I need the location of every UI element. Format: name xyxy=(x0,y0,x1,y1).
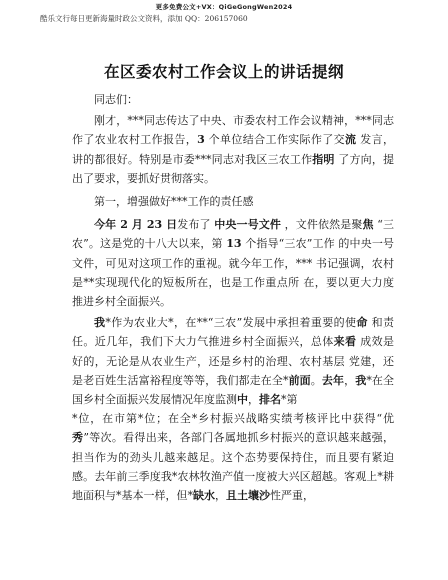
document-body xyxy=(72,90,394,505)
paragraph-intro: 刚才，***同志传达了中央、市委农村工作会议精神，***同志作了农业农村工作报告，3 个单位结合工作实际作了交流 发言，讲的都很好。特别是市委***同志对我区三农工作指明 了方向，提出了要求，要抓好贯彻落实。 xyxy=(72,114,395,185)
paragraph-ranking: *位，在市第*位；在全*乡村振兴战略实绩考核评比中获得“优秀”等次。看得出来，各部门各属地抓乡村振兴的意识越来越强，担当作为的劲头儿越来越足。这个态势要保持住，而且要有紧迫感。去年前三季度我*农林牧渔产值一度被大兴区超越。客观上*耕地面积与*基本一样，但*缺水，且土壤沙性严重， xyxy=(72,412,395,503)
paragraph-rural-revitalization: 我*作为农业大*，在**“三农”发展中承担着重要的使命 和责任。近几年，我们下大力气推进乡村全面振兴，总体来看 成效是好的，无论是从农业生产，还是乡村的治理、农村基层 党建，还是老百姓生活富裕程度等等，我们都走在全*前面。去年，我*在全国乡村全面振兴发展情况年度监测中，排名*第 xyxy=(72,316,395,407)
paragraph-central-document: 今年 2 月 23 日发布了 中央一号文件 ，文件依然是聚焦 “三农”。这是党的十八大以来，第 13 个指导“三农”工作 的中央一号文件，可见对这项工作的重视。就今年工作，*** 书记强调，农村是**实现现代化的短板所在，也是工作重点所 在，要以更大力度推进乡村全面振兴。 xyxy=(72,218,395,309)
top-banner: 更多免费公文+VX：QiGeGongWen2024 xyxy=(155,3,293,11)
salutation: 同志们： xyxy=(94,93,138,106)
subheader-note: 酷乐文行每日更新海量时政公文资料，添加 QQ：206157060 xyxy=(40,14,248,23)
document-title: 在区委农村工作会议上的讲话提纲 xyxy=(103,62,344,81)
section-heading-1: 第一，增强做好***工作的责任感 xyxy=(94,195,254,209)
